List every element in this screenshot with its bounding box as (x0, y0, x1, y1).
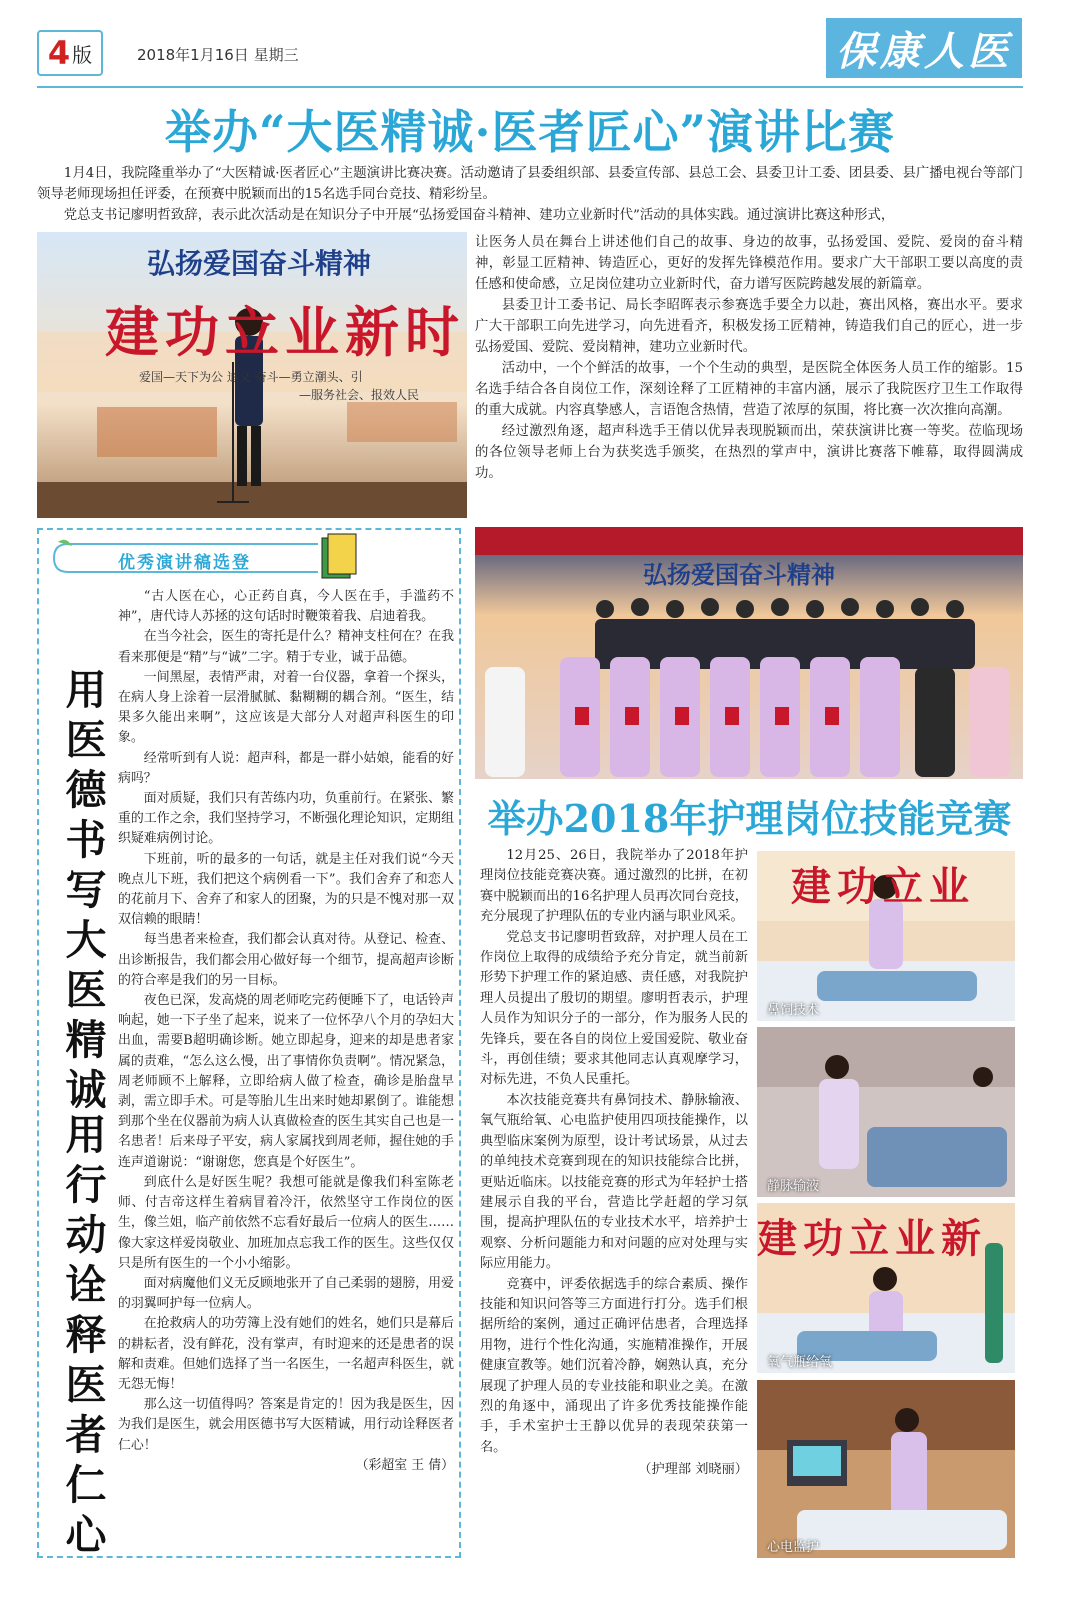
sidebar-header-label: 优秀演讲稿选登 (118, 553, 251, 573)
article1-body-p3: 活动中，一个个鲜活的故事，一个个生动的典型，是医院全体医务人员工作的缩影。15名选手结合各自岗位工作，深刻诠释了工匠精神的丰富内涵，展示了我院医疗卫生工作取得的重大成就。内容真挚感人，言语饱含热情，营造了浓厚的氛围，将比赛一次次推向高潮。 (475, 361, 1023, 418)
photo1-banner-top: 弘扬爱国奋斗精神 (147, 247, 372, 280)
photo-oxygen (757, 1203, 1015, 1373)
page-number: 4 (47, 34, 71, 72)
photo1-banner-sub2: —服务社会、报效人民 (299, 388, 420, 402)
article1-body-p1: 让医务人员在舞台上讲述他们自己的故事、身边的故事，弘扬爱国、爱院、爱岗的奋斗精神，彰显工匠精神、铸造匠心，更好的发挥先锋模范作用。要求广大干部职工要以高度的责任感和使命感，立足岗位建功立业新时代，奋力谱写医院跨越发展的新篇章。 (475, 235, 1023, 292)
sidebar-vertical-title-1: 用医德书写大医精诚 (65, 666, 107, 1114)
speech-p9: 到底什么是好医生呢？我想可能就是像我们科室陈老师、付吉帝这样生着病冒着冷汗，依然坚守工作岗位的医生，像兰姐，临产前依然不忘看好最后一位病人的医生……像大家这样爱岗敬业、加班加点忘我工作的医生。这些仅仅只是所有医生的一个小小缩影。 (118, 1174, 454, 1271)
page-number-badge (37, 30, 103, 76)
speech-body (118, 587, 454, 1476)
caption-iv-infusion: 静脉输液 (767, 1179, 820, 1194)
speech-p5: 面对质疑，我们只有苦练内功，负重前行。在紧张、繁重的工作之余，我们坚持学习，不断强化理论知识，定期组织疑难病例讨论。 (118, 791, 454, 847)
photo-nasal-feeding (757, 851, 1015, 1021)
photo1-banner-big: 建功立业新时 (105, 300, 465, 364)
article1-intro-p2: 党总支书记廖明哲致辞，表示此次活动是在知识分子中开展“弘扬爱国奋斗精神、建功立业新时代”活动的具体实践。通过演讲比赛这种形式， (63, 208, 895, 223)
photo-speaker (37, 232, 467, 518)
article2-title: 举办2018年护理岗位技能竞赛 (487, 796, 1012, 841)
article2-p2: 党总支书记廖明哲致辞，对护理人员在工作岗位上取得的成绩给予充分肯定，就当前新形势下护理工作的紧迫感、责任感，对我院护理人员提出了殷切的期望。廖明哲表示，护理人员作为知识分子的一部分，作为服务人民的先锋兵，要在各自的岗位上爱国爱院、敬业奋斗，再创佳绩；要求其他同志认真观摩学习，对标先进，不负人民重托。 (480, 929, 748, 1088)
article2-author: （护理部 刘晓丽） (638, 1462, 748, 1478)
speech-p8: 夜色已深，发高烧的周老师吃完药便睡下了，电话铃声响起，她一下子坐了起来，说来了一位怀孕八个月的孕妇大出血，需要B超明确诊断。她立即起身，迎来的却是患者家属的责难，“怎么这么慢，出了事情你负责啊”。情况紧急，周老师顾不上解释，立即给病人做了检查，确诊是胎盘早剥，需立即手术。可是等胎儿生出来时她却累倒了。谁能想到那个坐在仪器前为病人认真做检查的医生其实自己也是一名患者！后来母子平安，病人家属找到周老师，握住她的手连声道谢说：“谢谢您，您真是个好医生”。 (118, 993, 454, 1170)
photo-iv-infusion (757, 1027, 1015, 1197)
caption-oxygen: 氧气瓶给氧 (767, 1355, 833, 1370)
article1-body-p4: 经过激烈角逐，超声科选手王倩以优异表现脱颖而出，荣获演讲比赛一等奖。莅临现场的各位领导老师上台为获奖选手颁奖，在热烈的掌声中，演讲比赛落下帷幕，取得圆满成功。 (475, 424, 1023, 481)
speech-p1: “古人医在心，心正药自真，今人医在手，手滥药不神”，唐代诗人苏拯的这句话时时鞭策着我、启迪着我。 (118, 589, 454, 625)
issue-date: 2018年1月16日 星期三 (137, 46, 299, 64)
masthead: 保康人医 (826, 18, 1022, 78)
photo-ecg-monitor (757, 1380, 1015, 1558)
article2-p3: 本次技能竞赛共有鼻饲技术、静脉输液、氧气瓶给氧、心电监护使用四项技能操作，以典型临床案例为原型，设计考试场景，从过去的单纯技术竞赛到现在的知识技能综合比拼，更贴近临床。以技能竞赛的形式为年轻护士搭建展示自我的平台，营造比学赶超的学习氛围，提高护理队伍的专业技术水平，培养护士观察、分析问题能力和对问题的应对处理与实际应用能力。 (480, 1092, 748, 1272)
photo2-banner: 弘扬爱国奋斗精神 (643, 560, 835, 589)
speech-p10: 面对病魔他们义无反顾地张开了自己柔弱的翅膀，用爱的羽翼呵护每一位病人。 (118, 1275, 454, 1312)
speech-p12: 那么这一切值得吗？答案是肯定的！因为我是医生，因为我们是医生，就会用医德书写大医精诚，用行动诠释医者仁心！ (118, 1397, 454, 1453)
article1-body-p2: 县委卫计工委书记、局长李昭晖表示参赛选手要全力以赴，赛出风格，赛出水平。要求广大干部职工向先进学习，向先进看齐，积极发扬工匠精神，铸造我们自己的匠心，进一步弘扬爱国、爱院、爱岗精神，建功立业新时代。 (475, 298, 1023, 355)
speech-p3: 一间黑屋，表情严肃，对着一台仪器，拿着一个探头，在病人身上涂着一层滑腻腻、黏糊糊的耦合剂。“医生，结果多久能出来啊”，这应该是大部分人对超声科医生的印象。 (118, 669, 454, 746)
caption-nasal-feeding: 鼻饲技术 (767, 1003, 820, 1018)
photo5-banner: 建功立业新 (757, 1215, 987, 1262)
speech-p7: 每当患者来检查，我们都会认真对待。从登记、检查、出诊断报告，我们都会用心做好每一个细节，提高超声诊断的符合率是我们的另一目标。 (118, 932, 454, 988)
article2-p1: 12月25、26日，我院举办了2018年护理岗位技能竞赛决赛。通过激烈的比拼，在初赛中脱颖而出的16名护理人员再次同台竞技，充分展现了护理队伍的专业内涵与职业风采。 (480, 848, 748, 925)
speech-author: （彩超室 王 倩） (355, 1457, 454, 1473)
article2-body (480, 846, 748, 1481)
photo1-banner-sub1: 爱国—天下为公 道义 奋斗—勇立潮头、引 (139, 370, 363, 384)
article2-p4: 竞赛中，评委依据选手的综合素质、操作技能和知识问答等三方面进行打分。选手们根据所给的案例，通过正确评估患者，合理选择用物，进行个性化沟通，实施精准操作，开展健康宣教等。她们沉着冷静，娴熟认真，充分展现了护理人员的专业技能和职业之美。在激烈的角逐中，涌现出了许多优秀技能操作能手，手术室护士王静以优异的表现荣获第一名。 (480, 1276, 748, 1455)
speech-p2: 在当今社会，医生的寄托是什么？精神支柱何在？在我看来那便是“精”与“诚”二字。精于专业，诚于品德。 (118, 629, 454, 665)
speech-p11: 在抢救病人的功劳簿上没有她们的姓名，她们只是幕后的耕耘者，没有鲜花，没有掌声，有时迎来的还是患者的误解和责难。但她们选择了当一名医生，一名超声科医生，就无怨无悔！ (118, 1316, 454, 1392)
article1-body (475, 232, 1023, 484)
article1-title: 举办“大医精诚·医者匠心”演讲比赛 (165, 105, 895, 159)
article1-intro (37, 163, 1023, 226)
speech-p4: 经常听到有人说：超声科，都是一群小姑娘，能看的好病吗？ (118, 750, 454, 786)
sidebar-vertical-title-2: 用行动诠释医者仁心 (65, 1111, 107, 1559)
speech-p6: 下班前，听的最多的一句话，就是主任对我们说“今天晚点儿下班，我们把这个病例看一下”。我们舍弃了和恋人的花前月下、舍弃了和家人的团聚，为的只是不愧对那一双双信赖的眼睛！ (118, 851, 454, 928)
sidebar-header (48, 536, 348, 582)
header-rule (37, 86, 1023, 88)
caption-ecg-monitor: 心电监护 (767, 1540, 820, 1555)
photo-group (475, 527, 1023, 779)
article1-intro-p1: 1月4日，我院隆重举办了“大医精诚·医者匠心”主题演讲比赛决赛。活动邀请了县委组织部、县委宣传部、县总工会、县委卫计工委、团县委、县广播电视台等部门领导老师现场担任评委，在预赛中脱颖而出的15名选手同台竞技、精彩纷呈。 (37, 166, 1023, 202)
photo3-banner: 建功立业 (791, 863, 975, 910)
books-icon (318, 532, 360, 582)
page-suffix: 版 (72, 42, 93, 67)
